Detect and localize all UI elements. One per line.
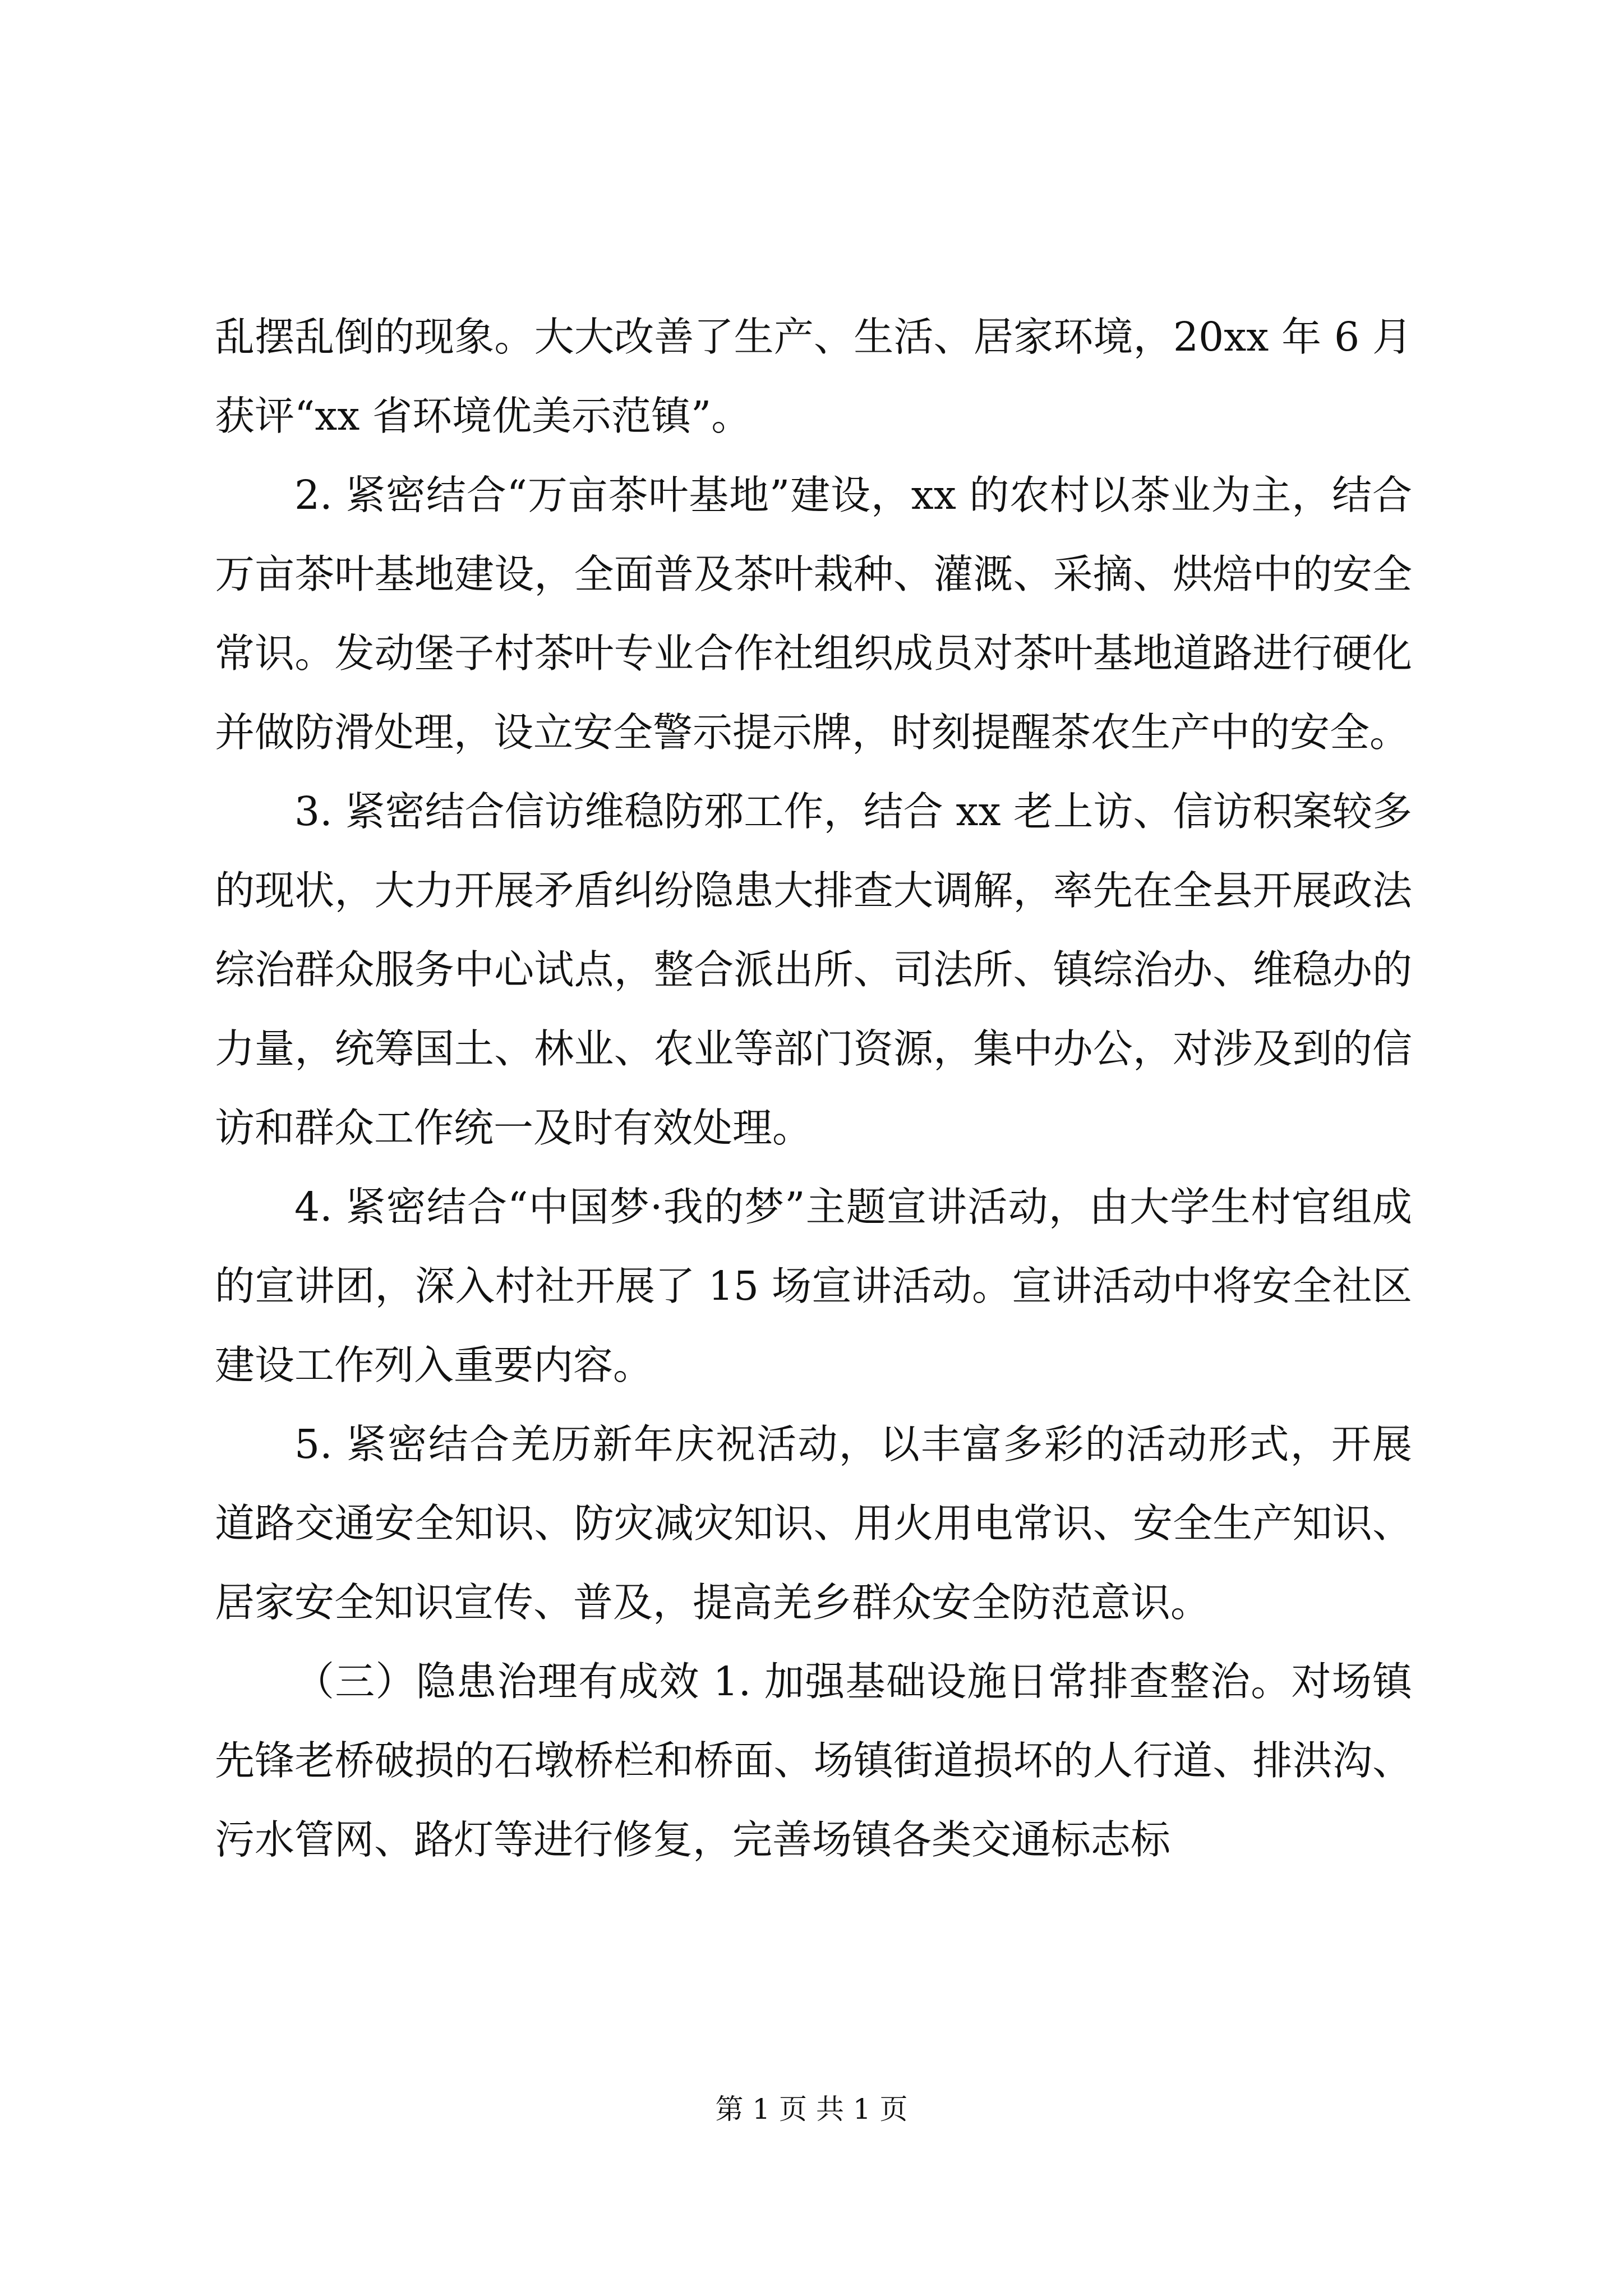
page-footer: 第 1 页 共 1 页 xyxy=(715,2093,908,2125)
paragraph-item-4: 4. 紧密结合“中国梦·我的梦”主题宣讲活动，由大学生村官组成的宣讲团，深入村社开展了 15 场宣讲活动。宣讲活动中将安全社区建设工作列入重要内容。 xyxy=(215,1184,1412,1388)
paragraph-continuation: 乱摆乱倒的现象。大大改善了生产、生活、居家环境，20xx 年 6 月获评“xx 省环境优美示范镇”。 xyxy=(215,314,1412,439)
paragraph-item-3: 3. 紧密结合信访维稳防邪工作，结合 xx 老上访、信访积案较多的现状，大力开展矛盾纠纷隐患大排查大调解，率先在全县开展政法综治群众服务中心试点，整合派出所、司法所、镇综治办、维稳办的力量，统筹国土、林业、农业等部门资源，集中办公，对涉及到的信访和群众工作统一及时有效处理。 xyxy=(215,788,1412,1151)
paragraph-item-2: 2. 紧密结合“万亩茶叶基地”建设，xx 的农村以茶业为主，结合万亩茶叶基地建设，全面普及茶叶栽种、灌溉、采摘、烘焙中的安全常识。发动堡子村茶叶专业合作社组织成员对茶叶基地道路进行硬化并做防滑处理，设立安全警示提示牌，时刻提醒茶农生产中的安全。 xyxy=(215,472,1412,756)
paragraph-section-3: （三）隐患治理有成效 1. 加强基础设施日常排查整治。对场镇先锋老桥破损的石墩桥栏和桥面、场镇街道损坏的人行道、排洪沟、污水管网、路灯等进行修复，完善场镇各类交通标志标 xyxy=(215,1658,1412,1863)
paragraph-item-5: 5. 紧密结合羌历新年庆祝活动，以丰富多彩的活动形式，开展道路交通安全知识、防灾减灾知识、用火用电常识、安全生产知识、居家安全知识宣传、普及，提高羌乡群众安全防范意识。 xyxy=(215,1421,1412,1626)
document-body xyxy=(215,297,1412,1879)
